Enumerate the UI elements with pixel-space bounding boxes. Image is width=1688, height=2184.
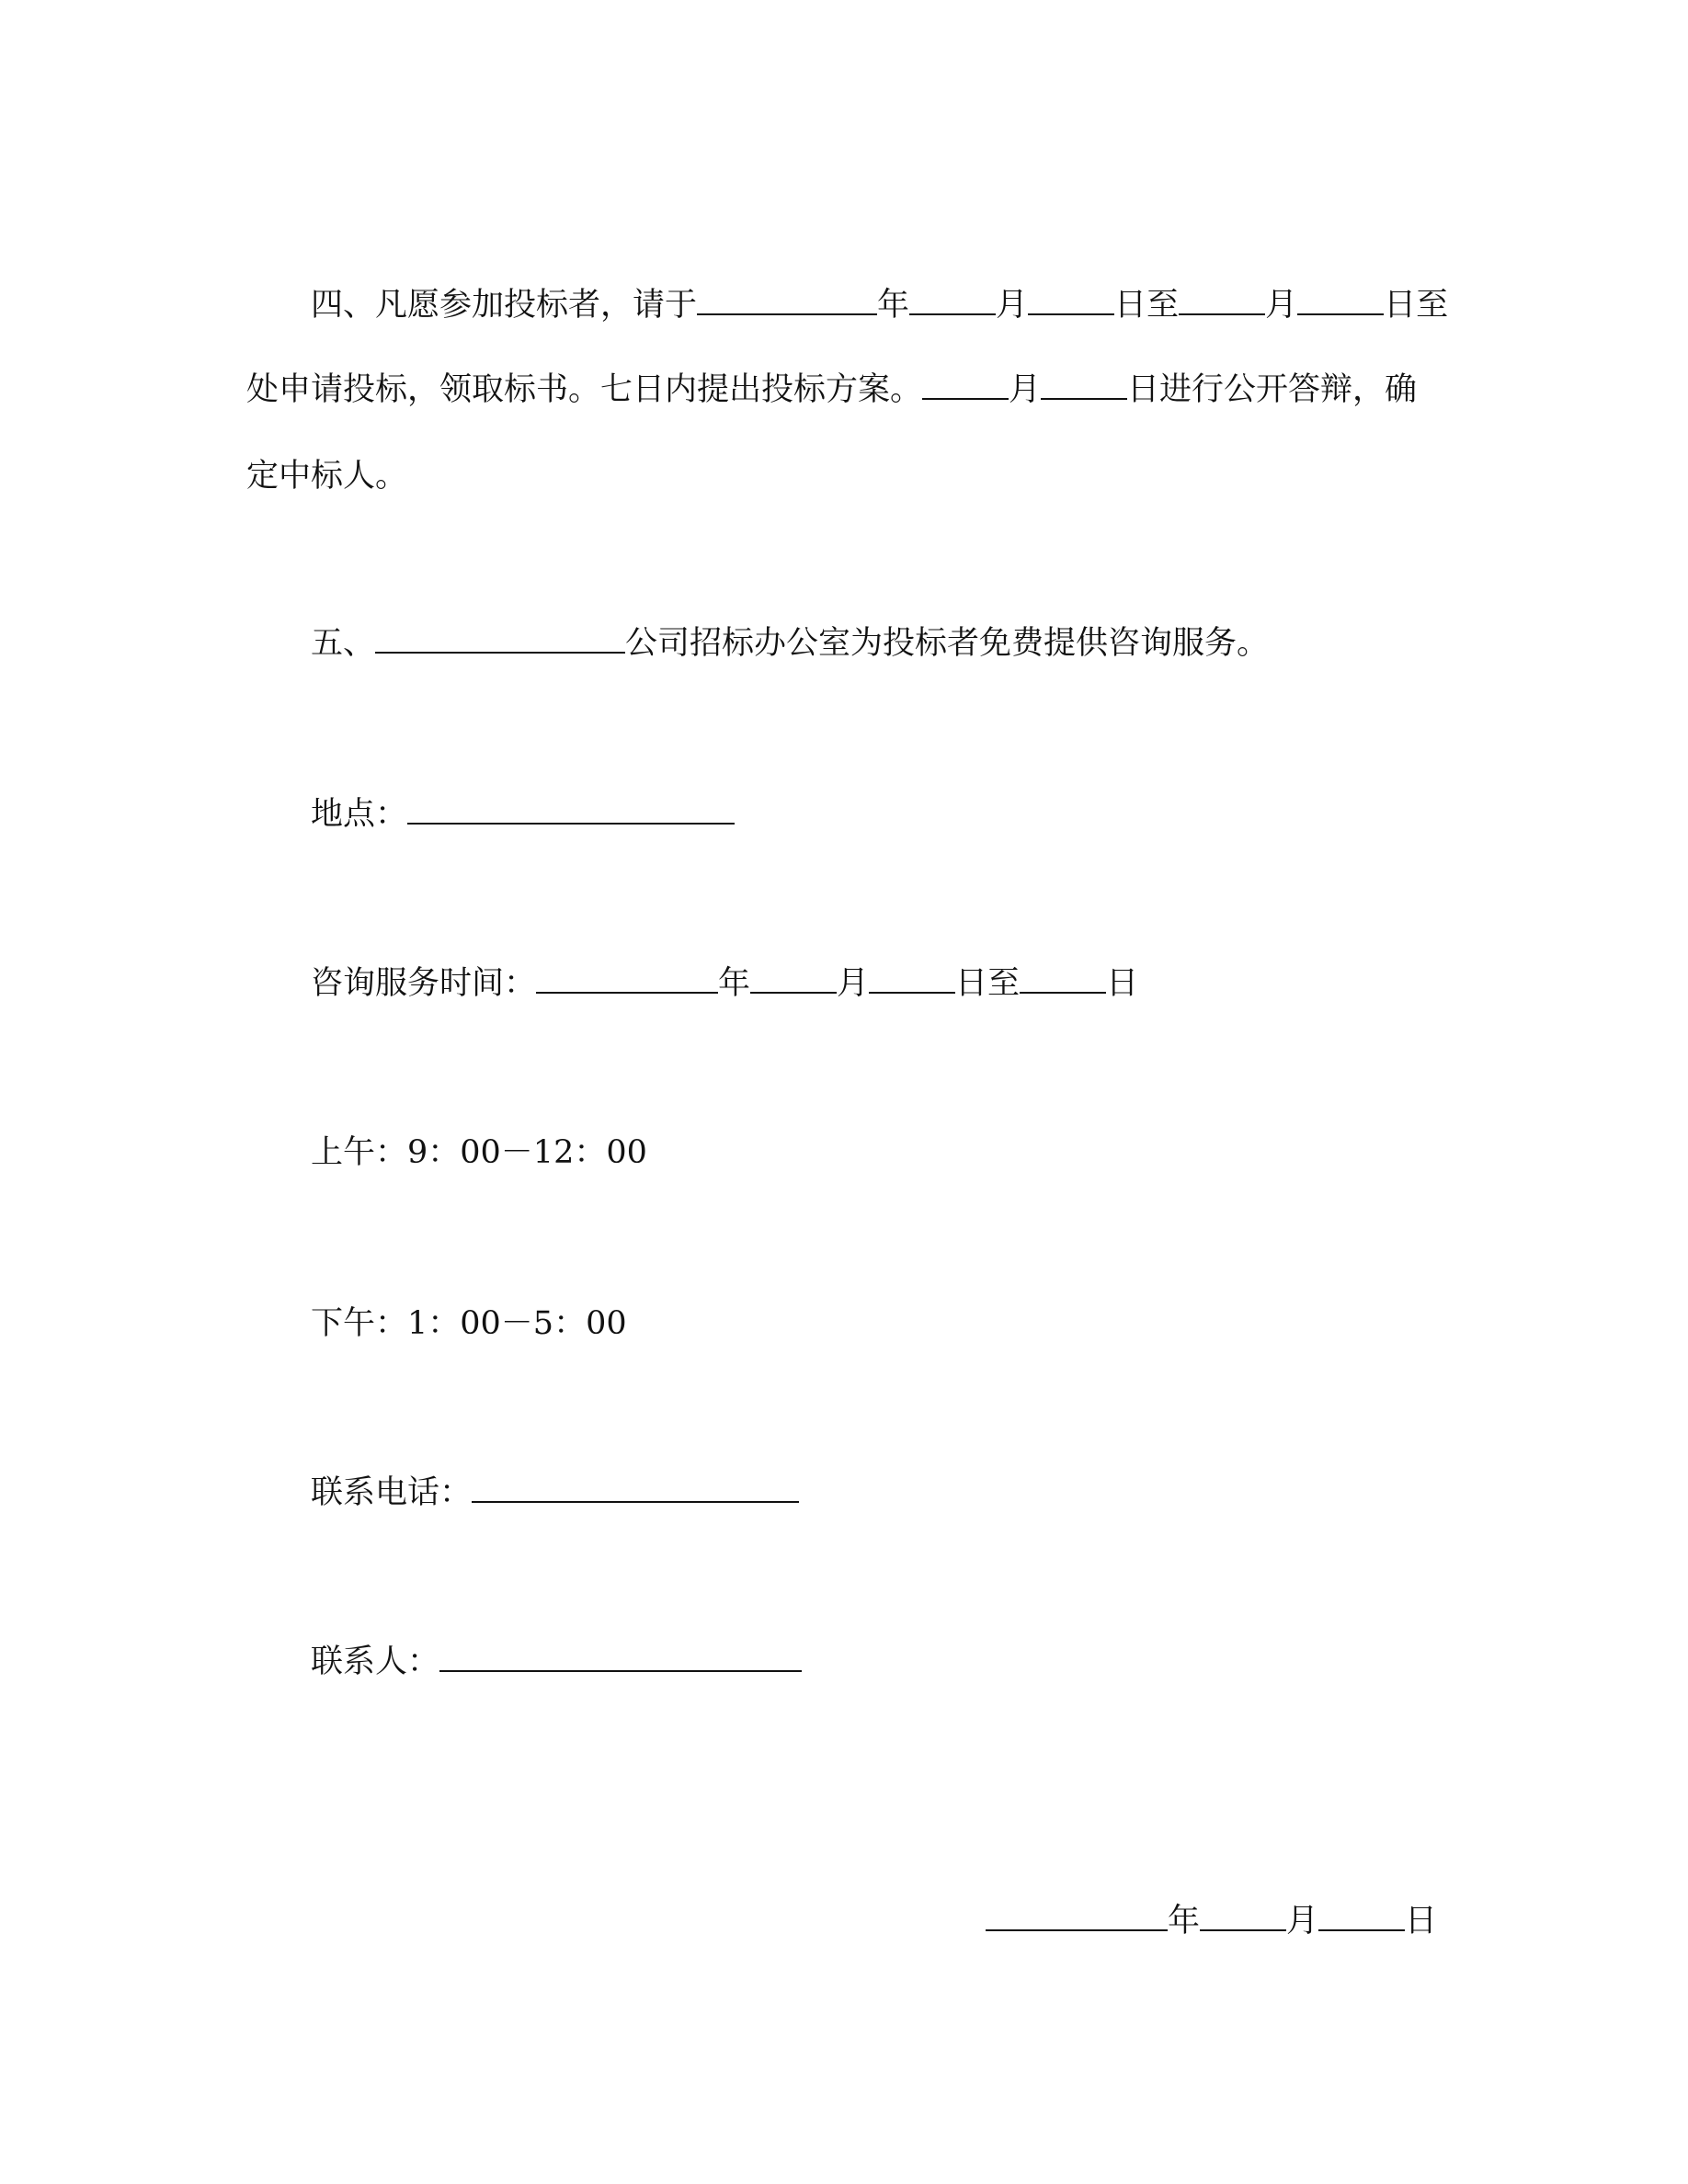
blank-month-3: [922, 370, 1009, 400]
month-label-4: 月: [837, 965, 870, 1002]
item4-text: 四、凡愿参加投标者，请于: [311, 287, 698, 324]
blank-sign-year: [986, 1902, 1168, 1931]
day-label: 日: [1106, 965, 1139, 1002]
consult-time-label: 咨询服务时间：: [311, 965, 537, 1002]
blank-month-4: [750, 964, 837, 994]
item5-prefix: 五、: [311, 625, 376, 662]
sign-year-label: 年: [1168, 1903, 1201, 1939]
day-to-label-3: 日至: [955, 965, 1021, 1002]
item5-text: 公司招标办公室为投标者免费提供咨询服务。: [625, 625, 1270, 662]
item4-text-3: 日进行公开答辩，确: [1127, 371, 1418, 408]
item4-text-2: 处申请投标，领取标书。七日内提出投标方案。: [246, 371, 923, 408]
phone-label: 联系电话：: [311, 1474, 473, 1511]
day-to-label: 日至: [1114, 287, 1180, 324]
month-label-2: 月: [1265, 287, 1298, 324]
phone-line: [311, 1471, 799, 1515]
blank-day-5: [1020, 964, 1106, 994]
blank-location: [407, 795, 735, 825]
blank-month: [909, 286, 996, 315]
year-label: 年: [877, 287, 910, 324]
blank-sign-month: [1200, 1902, 1286, 1931]
blank-month-2: [1179, 286, 1265, 315]
contact-label: 联系人：: [311, 1644, 440, 1680]
item4-line3: 定中标人。: [246, 458, 408, 495]
location-label: 地点：: [311, 796, 408, 833]
location-line: [311, 792, 735, 836]
month-label: 月: [996, 287, 1029, 324]
morning-hours: 上午：9：00－12：00: [311, 1134, 647, 1171]
sign-day-label: 日: [1405, 1903, 1438, 1939]
year-label-2: 年: [718, 965, 751, 1002]
blank-contact: [439, 1643, 802, 1672]
item4-line1: [311, 283, 1448, 327]
sign-month-label: 月: [1286, 1903, 1319, 1939]
item5-line: [311, 621, 1269, 665]
consult-time-line: [311, 961, 1138, 1006]
contact-line: [311, 1640, 802, 1684]
blank-year-2: [536, 964, 718, 994]
item4-line2: [246, 368, 1417, 412]
blank-day-3: [1041, 370, 1127, 400]
blank-year: [697, 286, 877, 315]
blank-day: [1028, 286, 1114, 315]
month-label-3: 月: [1009, 371, 1042, 408]
blank-phone: [472, 1473, 799, 1503]
day-to-label-2: 日至: [1384, 287, 1449, 324]
afternoon-hours: 下午：1：00－5：00: [311, 1305, 627, 1342]
blank-sign-day: [1318, 1902, 1405, 1931]
blank-day-2: [1297, 286, 1384, 315]
blank-company: [375, 624, 625, 654]
sign-date-line: [986, 1899, 1437, 1943]
blank-day-4: [869, 964, 955, 994]
